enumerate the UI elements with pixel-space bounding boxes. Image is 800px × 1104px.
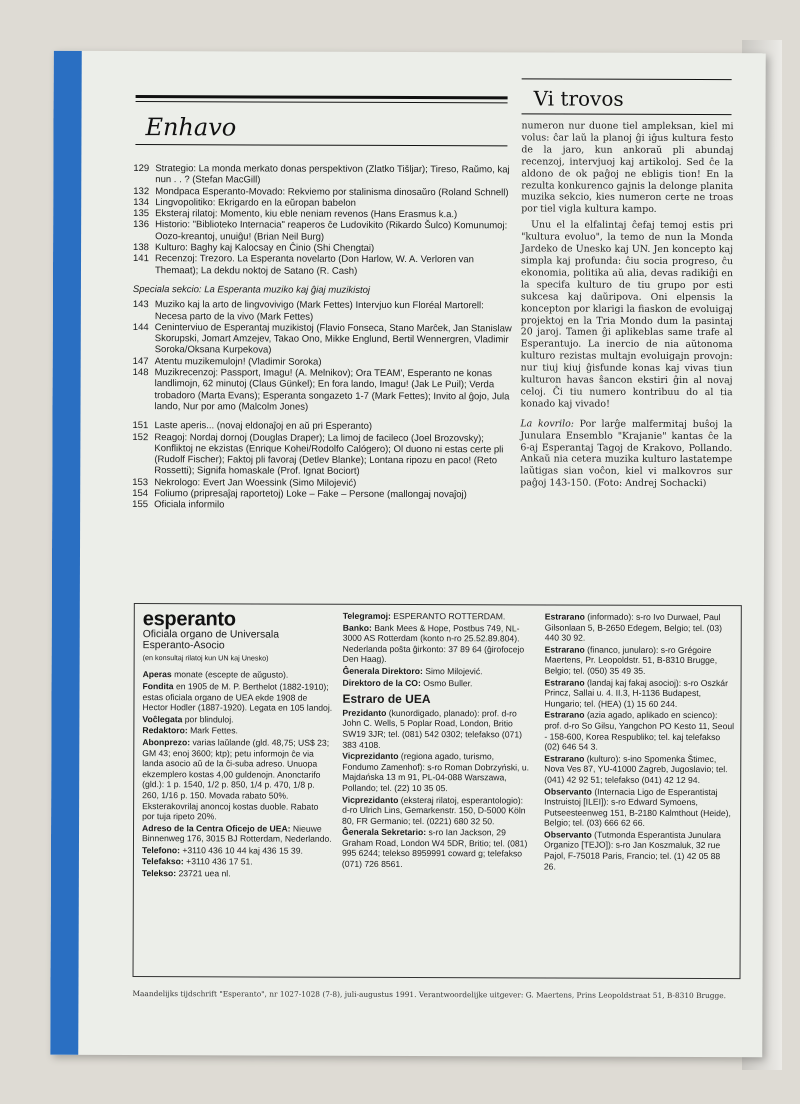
colophon-entry xyxy=(544,710,734,753)
colophon-entry-label: Ĝenerala Sekretario: xyxy=(342,827,427,838)
colophon-entry xyxy=(342,827,532,870)
colophon-entry xyxy=(342,708,532,751)
colophon-entry-value: +3110 436 10 44 kaj 436 15 39. xyxy=(179,845,303,856)
toc-entry xyxy=(132,367,517,414)
toc-entry xyxy=(133,163,518,187)
toc-entry-text: Recenzoj: Trezoro. La Esperanta novelarto (Don Harlow, W. A. Verloren van Themaat); La dekdu noktoj de Satano (R. Cash) xyxy=(154,253,474,277)
colophon-column-1 xyxy=(141,608,333,880)
colophon-column-3 xyxy=(544,611,735,873)
toc-page-number: 154 xyxy=(132,488,149,500)
colophon-entry xyxy=(142,857,332,868)
colophon-entry-label: Adreso de la Centra Oficejo de UEA: xyxy=(142,822,291,834)
colophon-entry-label: Telekso: xyxy=(141,868,177,879)
toc-page-number: 141 xyxy=(133,253,149,265)
toc-section-title: Speciala sekcio: La Esperanta muziko kaj ĝiaj muzikistoj xyxy=(132,284,371,296)
colophon-entry-value: (kulturo): s-ino Spomenka Štimec, Nova Ves 87, YU-41000 Zagreb, Jugoslavio; tel. (041) 42 92 51; telefakso (041) 42 12 94. xyxy=(544,753,728,785)
colophon-entry xyxy=(343,622,533,665)
colophon-entry xyxy=(142,737,332,822)
toc-entry-text: Nekrologo: Evert Jan Woessink (Simo Milojević) xyxy=(154,476,357,489)
colophon-entry-label: Direktoro de la CO: xyxy=(342,677,421,688)
editorial-paragraph: numeron nur duone tiel ampleksan, kiel mi volus: ĉar laŭ la planoj ĝi iĝus kultura festo de la jaro, kun ankoraŭ pli abundaj recenzoj, intervjuoj kaj artikoloj. Sed ĉe la aldono de ok paĝoj ne ebligis tion! En la rezulta konkurenco gajnis la delonge planita muzika sekcio, kies numeron certe ne troas por tiel vigla kultura kampo. xyxy=(521,120,734,216)
colophon-entry-label: Observanto xyxy=(544,785,592,797)
toc-entry-text: Atentu muzikemulojn! (Vladimir Soroka) xyxy=(154,355,322,368)
toc-entry-text: Muzikrecenzoj: Passport, Imagu! (A. Melnikov); Ora TEAM', Esperanto ne konas landlimojn, 62 minutoj (Claus Günkel); En fora lando, Imagu! (Jak Le Puil); Verda trobadoro (Marta Evans); Esperanta songazeto 1-7 (Mark Fettes); Invito al ĝojo, Jula lando, Nur por amo (Malcolm Jones) xyxy=(154,367,510,413)
colophon-entry-label: Abonprezo: xyxy=(142,737,191,748)
editorial-paragraph: Unu el la elfalintaj ĉefaj temoj estis pri "kultura evoluo", la temo de nun la Monda Jardeko de Unesko kaj UN. Jen koncepto kaj simpla kaj profunda: ĉiu socia progreso, ĉu ekonomia, politika aŭ alia, devas radikiĝi en la specifa kulturo de tiu grupo por esti sukcesa kaj daŭripova. Oni elpensis la koncepton por klarigi la fiaskon de evoluigaj projektoj en la Tria Mondo dum la pasintaj 20 jaroj. Tamen ĝi aplikeblas same trafe al Esperantujo. La inercio de nia aŭtonoma kulturo rezistas multajn evoluigajn provojn: nur tiuj kiuj ĝisfunde konas kaj vivas tiun kulturon havas ŝancon ekstiri ĝin al novaj celoj. Ĉi tiu numero kontribuu do al tia konado kaj vivado! xyxy=(520,219,734,410)
org-name: Oficiala organo de Universala Esperanto-Asocio xyxy=(142,628,280,652)
toc-entry-text: Eksteraj rilatoj: Momento, kiu eble neniam revenos (Hans Erasmus k.a.) xyxy=(155,208,458,221)
colophon-entry-label: Estrarano xyxy=(544,644,585,655)
cover-caption-label: La kovrilo: xyxy=(520,418,574,430)
colophon-entry xyxy=(342,794,532,826)
toc-entry-text: Muziko kaj la arto de lingvovivigo (Mark Fettes) Intervjuo kun Floréal Martorell: Necesa parto de la vivo (Mark Fettes) xyxy=(154,299,484,323)
cover-caption xyxy=(520,418,732,490)
footer-imprint: Maandelijks tijdschrift "Esperanto", nr 1027-1028 (7-8), juli-augustus 1991. Verantwoordelijke uitgever: G. Maertens, Prins Leopoldstraat 51, B-8310 Brugge. xyxy=(132,989,727,1001)
colophon-entry xyxy=(143,669,333,680)
toc-entry-text: Laste aperis... (novaj eldonaĵoj en aŭ pri Esperanto) xyxy=(154,420,373,433)
esperanto-logo: esperanto xyxy=(142,608,236,631)
table-of-contents xyxy=(132,163,518,512)
toc-entry xyxy=(132,499,517,512)
contents-rule-top xyxy=(136,95,508,99)
toc-entry-text: Lingvopolitiko: Ekrigardo en la eŭropan babelon xyxy=(155,197,356,209)
colophon-entry-label: Aperas xyxy=(142,669,172,680)
editorial-body xyxy=(520,120,733,490)
colophon-entry xyxy=(544,786,734,829)
colophon-entry-value: Simo Milojević. xyxy=(422,666,483,677)
colophon-entry xyxy=(545,644,735,676)
toc-entry xyxy=(132,432,517,479)
colophon-entry-label: Estrarano xyxy=(544,611,585,622)
colophon-entry-value: (informado): s-ro Ivo Durwael, Paul Gilsonlaan 5, B-2650 Edegem, Belgio; tel. (03) 440 30 92. xyxy=(544,611,722,643)
toc-entry-text: Reagoj: Nordaj dornoj (Douglas Draper); La limoj de facileco (Joel Brozovsky); Konfliktoj ne ekzistas (Enrique Kohei/Rodolfo Calógero); Ol duono ni estas certe pli (Rudolf Fischer); Faktoj pli favoraj (Detlev Blanke); Lontana ripozu en paco! (Reto Rossetti); Signifa homaskale (Prof. Ignat Bociort) xyxy=(154,431,504,478)
colophon-entry xyxy=(142,681,332,713)
colophon-entry-value: por blinduloj. xyxy=(182,713,234,725)
toc-page-number: 135 xyxy=(133,208,150,220)
colophon-entry xyxy=(545,611,735,643)
board-heading: Estraro de UEA xyxy=(342,691,431,707)
colophon-entry-label: Estrarano xyxy=(544,677,585,688)
colophon-entry-label: Telefono: xyxy=(141,844,181,856)
editorial-rule-top xyxy=(522,78,732,80)
colophon-entry xyxy=(142,868,332,879)
editorial-column xyxy=(520,78,734,490)
colophon-entry-label: Prezidanto xyxy=(342,707,387,718)
colophon-entry-value: en 1905 de M. P. Berthelot (1882-1910); estas oficiala organo de UEA ekde 1908 de Hector Hodler (1887-1920). Legata en 105 landoj. xyxy=(142,681,333,713)
colophon-entry-label: Telefakso: xyxy=(141,856,184,867)
colophon-entry-label: Ĝenerala Direktoro: xyxy=(342,665,423,677)
colophon-entry xyxy=(142,823,332,845)
toc-page-number: 134 xyxy=(133,196,150,208)
colophon-entry-value: Osmo Buller. xyxy=(420,677,473,688)
colophon-box xyxy=(133,603,742,979)
colophon-entry-value: 23721 uea nl. xyxy=(176,868,231,879)
colophon-entry-label: Observanto xyxy=(544,829,592,840)
toc-entry-text: Ceninterviuo de Esperantaj muzikistoj (Flavio Fonseca, Stano Marĉek, Jan Stanislaw Skorupski, Jomart Amzejev, Takao Ono, Mikke Englund, Bertil Wennergren, Vladimir Soroka/Oksana Kurpekova) xyxy=(154,321,512,356)
toc-entry-text: Oficiala informilo xyxy=(154,499,225,511)
colophon-entry xyxy=(342,751,532,794)
colophon-column-2 xyxy=(342,611,533,871)
toc-entry xyxy=(133,322,518,357)
colophon-entry xyxy=(343,677,533,688)
colophon-entry-label: Vicprezidanto xyxy=(342,750,399,762)
colophon-entry xyxy=(142,725,332,736)
colophon-entry-value: s-ro Ian Jackson, 29 Graham Road, London W4 5DR, Britio; tel. (081) 995 6244; telekso 8959991 coward g; telefakso (071) 726 8561. xyxy=(341,827,528,870)
toc-page-number: 151 xyxy=(132,420,149,432)
magazine-page xyxy=(50,51,766,1057)
colophon-entry-value: (landaj kaj fakaj asocioj): s-ro Oszkár Princz, Sallai u. 4. II.3, H-1136 Budapest, Hungario; tel. (HEA) (1) 15 60 244. xyxy=(544,677,728,709)
colophon-entry-value: (azia agado, aplikado en scienco): prof. d-ro So Gilsu, Yangchon PO Kesto 11, Seoul - 158-600, Korea Respubliko; tel. kaj telefakso (02) 646 54 3. xyxy=(544,709,735,752)
colophon-entry-label: Estrarano xyxy=(544,753,585,764)
colophon-entry-value: ESPERANTO ROTTERDAM. xyxy=(390,610,506,622)
colophon-entry-value: Mark Fettes. xyxy=(187,725,238,736)
toc-page-number: 153 xyxy=(132,476,149,488)
colophon-entry xyxy=(544,677,734,709)
toc-page-number: 143 xyxy=(132,299,149,311)
colophon-entry-label: Estrarano xyxy=(544,709,585,720)
colophon-entry-value: monate (escepte de aŭgusto). xyxy=(171,669,289,680)
toc-page-number: 152 xyxy=(132,431,149,443)
toc-entry xyxy=(133,299,518,323)
toc-page-number: 147 xyxy=(132,355,149,367)
colophon-entry-value: +3110 436 17 51. xyxy=(183,856,253,867)
colophon-entry-value: Nieuwe Binnenweg 176, 3015 BJ Rotterdam, Nederlando. xyxy=(141,823,332,845)
colophon-entry-value: (Tutmonda Esperantista Junulara Organizo [TEJO]): s-ro Jan Koszmaluk, 32 rue Pajol, F-75018 Paris, Francio; tel. (1) 42 05 88 26. xyxy=(543,829,721,872)
colophon-entry-value: varias laŭlande (gld. 48,75; US$ 23; GM 43; enoj 3600; ktp); petu informojn ĉe via landa asocio aŭ de la ĉi-suba adreso. Unuopa ekzemplero kostas 4,00 guldenojn. Anonctarifo (gld.): 1 p. 1540, 1/2 p. 850, 1/4 p. 470, 1/8 p. 260, 1/16 p. 150. Movada rabato 50%. Eksterakovrilaj anoncoj kostas duoble. Rabato por tuja ripeto 20%. xyxy=(142,737,330,822)
colophon-entry-value: (kunordigado, planado): prof. d-ro John C. Wells, 5 Poplar Road, London, Britio SW19 3JR; tel. (081) 542 0302; telefakso (071) 383 4108. xyxy=(342,707,523,750)
colophon-entry-value: (Internacia Ligo de Esperantistaj Instruistoj [ILEI]): s-ro Edward Symoens, Putseesteenweg 151, B-2180 Kalmthout (Heide), Belgio; tel. (03) 666 62 66. xyxy=(544,786,731,829)
contents-title: Enhavo xyxy=(145,113,237,142)
colophon-entry xyxy=(343,611,533,622)
toc-page-number: 148 xyxy=(132,367,149,379)
colophon-entry xyxy=(544,753,734,785)
toc-page-number: 129 xyxy=(133,163,150,175)
cover-caption-text: Por larĝe malfermitaj buŝoj la Junulara Ensemblo "Krajanie" kantas ĉe la 6-aj Esperantaj Tagoj de Krakovo, Pollando. Ankaŭ nia cetera muzika kulturo lastatempe laŭtigas sian voĉon, kiel vi malkovros sur paĝoj 143-150. (Foto: Andrej Sochacki) xyxy=(520,418,733,490)
toc-page-number: 132 xyxy=(133,185,150,197)
org-note: (en konsultaj rilatoj kun UN kaj Unesko) xyxy=(142,652,269,663)
colophon-entry xyxy=(142,845,332,856)
editorial-rule-bottom xyxy=(522,113,732,115)
editorial-title: Vi trovos xyxy=(533,86,624,111)
colophon-entry-value: Bank Mees & Hope, Postbus 749, NL-3000 AS Rotterdam (konto n-ro 25.52.89.804). Nederlanda poŝta ĝirkonto: 37 89 64 (ĝirofocejo Den Haag). xyxy=(342,622,525,665)
colophon-entry xyxy=(343,666,533,677)
toc-entry-text: Strategio: La monda merkato donas perspektivon (Zlatko Tišljar); Tireso, Raŭmo, kaj nun . . ? (Stefan MacGill) xyxy=(155,163,510,186)
toc-page-number: 155 xyxy=(132,499,149,511)
toc-entry-text: Foliumo (pripresaĵaj raportetoj) Loke – Fake – Persone (mallongaj novaĵoj) xyxy=(154,488,467,501)
toc-entry xyxy=(133,220,518,244)
colophon-entry-value: (financo, junularo): s-ro Grégoire Maertens, Pr. Leopoldstr. 51, B-8310 Brugge, Belgio; tel. (050) 35 49 35. xyxy=(544,644,718,676)
colophon-entry xyxy=(544,829,734,872)
toc-entry-text: Kulturo: Baghy kaj Kalocsay en Ĉinio (Shi Chengtai) xyxy=(155,242,375,254)
colophon-entry-label: Voĉlegata xyxy=(142,713,183,724)
toc-page-number: 136 xyxy=(133,219,150,231)
colophon-entry xyxy=(142,714,332,725)
colophon-entry-label: Banko: xyxy=(342,622,372,633)
colophon-entry-value: (eksteraj rilatoj, esperantologio): d-ro Ulrich Lins, Gemarkenstr. 150, D-5000 Köln 80, FR Germanio; tel. (0221) 680 32 50. xyxy=(342,794,526,826)
contents-underline xyxy=(135,144,507,146)
blue-spine-bar xyxy=(50,51,82,1055)
toc-entry-text: Mondpaca Esperanto-Movado: Rekviemo por stalinisma dinosaŭro (Roland Schnell) xyxy=(155,185,509,198)
toc-page-number: 138 xyxy=(133,242,149,254)
toc-entry-text: Historio: "Biblioteko Internacia" reaperos ĉe Ludovikito (Rikardo Šulco) Komunumoj: Oozo-kreantoj, unuiĝu! (Brian Neil Burg) xyxy=(155,219,508,243)
contents-rule-bottom xyxy=(136,101,508,103)
colophon-entry-label: Fondita xyxy=(142,681,174,692)
colophon-entry-value: (regiona agado, turismo, Fondumo Zamenhof): s-ro Roman Dobrzyński, u. Majdańska 13 m 91, PL-04-088 Warszawa, Pollando; tel. (22) 10 35 05. xyxy=(342,751,530,794)
toc-entry xyxy=(133,253,518,277)
toc-page-number: 144 xyxy=(132,321,149,333)
colophon-entry-label: Telegramoj: xyxy=(342,610,391,621)
colophon-entry-label: Redaktoro: xyxy=(142,725,188,736)
colophon-entry-label: Vicprezidanto xyxy=(342,794,399,805)
